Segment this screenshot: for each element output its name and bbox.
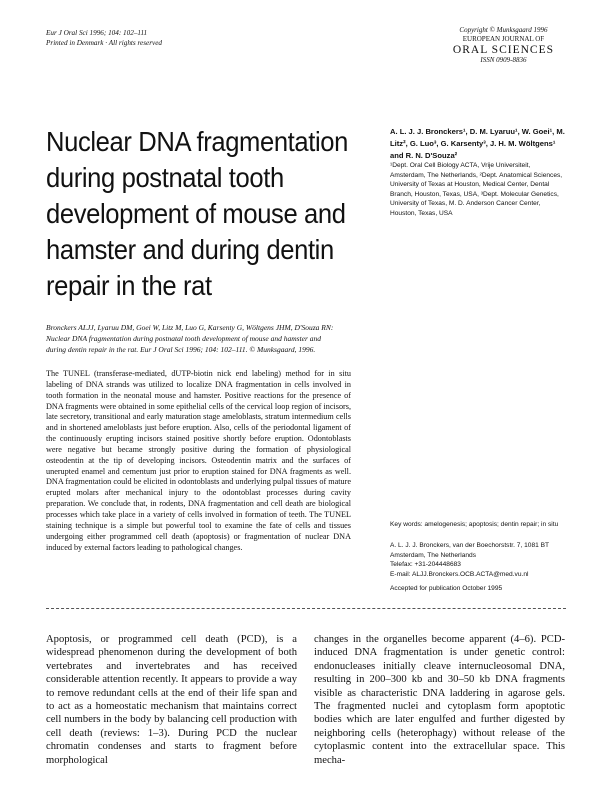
journal-name: ORAL SCIENCES: [452, 44, 554, 56]
abstract-text: The TUNEL (transferase-mediated, dUTP-biotin nick end labeling) method for in situ labeling of DNA strands was utilized to localize DNA fragmentation in cells involved in tooth formation in the neonatal mouse and hamster. Positive reactions for the presence of DNA fragments were obtained in some epithelial cells of the cervical loop region of incisors, late secretory, transitional and early maturation stage ameloblasts, stratum intermedium cells and in shortened ameloblasts just before eruption. Also, cells of the periodontal ligament of the continuously erupting incisors stained positive shortly before eruption. Odontoblasts were negative but became strongly positive during the formation of physiological osteodentin at the tip of developing incisors. Osteodentin matrix and the surfaces of unerupted enamel and cementum just prior to eruption stained for DNA fragments as well. DNA fragmentation could be elicited in odontoblasts and underlying pulpal tissues of mature erupted molars after mechanical injury to the odontoblast processes during cavity preparation. We conclude that, in rodents, DNA fragmentation and cell death are biological processes which take place in a variety of cells involved in formation of teeth. The TUNEL staining technique is a simple but powerful tool to examine the fate of cells and tissues undergoing either programmed cell death (apoptosis) or fragmentation of nuclear DNA induced by external factors leading to pathological changes.: [46, 369, 351, 552]
printed-line: Printed in Denmark · All rights reserved: [46, 39, 162, 47]
keywords: Key words: amelogenesis; apoptosis; dentin repair; in situ: [390, 521, 559, 528]
section-divider: [46, 608, 566, 609]
copyright-line: Copyright © Munksgaard 1996: [459, 26, 548, 34]
running-header-left: [46, 28, 162, 48]
correspondence-address: A. L. J. J. Bronckers, van der Boechorststr. 7, 1081 BT Amsterdam, The Netherlands Telefax: +31-204448683 E-mail: ALJJ.Bronckers.OCB.ACTA@med.vu.nl: [390, 542, 549, 578]
author-list: A. L. J. J. Bronckers¹, D. M. Lyaruu¹, W. Goei¹, M. Litz², G. Luo³, G. Karsenty³, J. H. M. Wöltgens¹ and R. N. D'Souza²: [390, 127, 565, 160]
article-title: Nuclear DNA fragmentation during postnatal tooth development of mouse and hamster and during dentin repair in the rat: [46, 126, 349, 301]
body-column-left: [46, 633, 297, 767]
issn-line: ISSN 0909-8836: [480, 56, 527, 64]
affiliations: ¹Dept. Oral Cell Biology ACTA, Vrije Universiteit, Amsterdam, The Netherlands, ²Dept. Anatomical Sciences, University of Texas at Houston, Medical Center, Dental Branch, Houston, Texas, USA, ³Dept. Molecular Genetics, University of Texas, M. D. Anderson Cancer Center, Houston, Texas, USA: [390, 162, 563, 217]
citation-block: Bronckers ALJJ, Lyaruu DM, Goei W, Litz M, Luo G, Karsenty G, Wöltgens JHM, D'Souza RN: Nuclear DNA fragmentation during postnatal tooth development of mouse and hamster and during dentin repair in the rat. Eur J Oral Sci 1996; 104: 102–111. © Munksgaard, 1996.: [46, 323, 334, 354]
body-paragraph: Apoptosis, or programmed cell death (PCD), is a widespread phenomenon during the development of both vertebrates and invertebrates and has received considerable attention recently. It appears to provide a way to remove redundant cells at the end of their life span and to act as a homeostatic mechanism that maintains correct cell numbers in the body by balancing cell production with cell death (reviews: 1–3). During PCD the nuclear chromatin condenses and starts to fragment before morphological: [46, 634, 297, 766]
body-column-right: [314, 633, 565, 767]
body-paragraph: changes in the organelles become apparent (4–6). PCD-induced DNA fragmentation is under genetic control: endonucleases initially cleave internucleosomal DNA, resulting in 200–300 kb and 30–50 kb DNA fragments visible as characteristic DNA laddering in agarose gels. The fragmented nuclei and cytoplasm form apoptotic bodies which are later engulfed and further digested by neighboring cells (heterophagy) without release of the cytoplasmic content into the extracellular space. This mecha-: [314, 634, 565, 766]
journal-masthead: [453, 26, 554, 65]
journal-of-label: EUROPEAN JOURNAL OF: [462, 35, 545, 43]
journal-citation-line: Eur J Oral Sci 1996; 104: 102–111: [46, 29, 148, 37]
accepted-date: Accepted for publication October 1995: [390, 585, 503, 592]
